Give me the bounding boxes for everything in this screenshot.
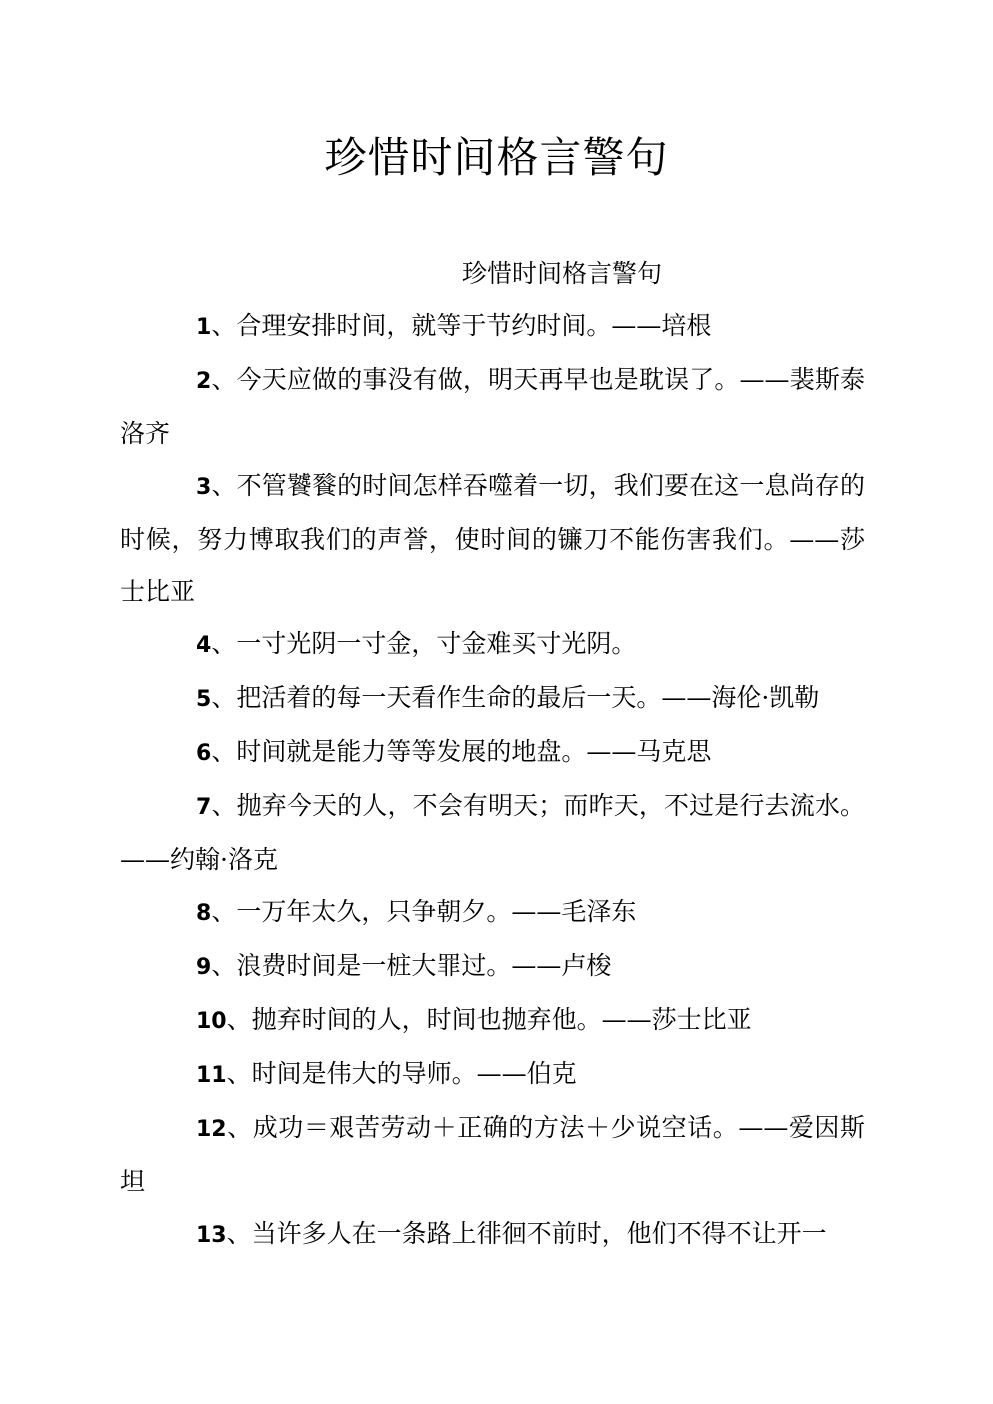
quote-item-6 [120, 726, 865, 780]
quote-list [120, 300, 865, 1262]
quote-item-4 [120, 618, 865, 672]
quote-number: 6 [196, 741, 212, 766]
quote-text: 、抛弃今天的人，不会有明天；而昨天，不过是行去流水。——约翰·洛克 [120, 791, 865, 874]
quote-item-7 [120, 780, 865, 886]
quote-item-1 [120, 300, 865, 354]
quote-text: 、浪费时间是一桩大罪过。——卢梭 [211, 951, 612, 980]
quote-number: 11 [196, 1063, 227, 1088]
quote-number: 2 [196, 369, 212, 394]
quote-text: 、一寸光阴一寸金，寸金难买寸光阴。 [211, 629, 637, 658]
quote-item-8 [120, 886, 865, 940]
quote-number: 9 [196, 955, 212, 980]
quote-item-3 [120, 460, 865, 618]
quote-item-12 [120, 1102, 865, 1208]
quote-text: 、合理安排时间，就等于节约时间。——培根 [211, 311, 712, 340]
quote-text: 、时间是伟大的导师。——伯克 [226, 1059, 577, 1088]
quote-item-5 [120, 672, 865, 726]
quote-text: 、抛弃时间的人，时间也抛弃他。——莎士比亚 [226, 1005, 752, 1034]
quote-item-10 [120, 994, 865, 1048]
quote-text: 、成功＝艰苦劳动＋正确的方法＋少说空话。——爱因斯坦 [120, 1113, 865, 1196]
quote-number: 8 [196, 901, 212, 926]
quote-item-11 [120, 1048, 865, 1102]
quote-number: 3 [196, 475, 212, 500]
quote-number: 7 [196, 795, 212, 820]
quote-text: 、不管饕餮的时间怎样吞噬着一切，我们要在这一息尚存的时候，努力博取我们的声誉，使时间的镰刀不能伤害我们。——莎士比亚 [120, 471, 865, 606]
quote-item-9 [120, 940, 865, 994]
quote-number: 13 [196, 1223, 227, 1248]
quote-text: 、一万年太久，只争朝夕。——毛泽东 [211, 897, 637, 926]
quote-number: 12 [196, 1117, 227, 1142]
quote-number: 4 [196, 633, 212, 658]
quote-text: 、今天应做的事没有做，明天再早也是耽误了。——裴斯泰洛齐 [120, 365, 865, 448]
document-title: 珍惜时间格言警句 [324, 133, 669, 182]
document-subtitle: 珍惜时间格言警句 [462, 259, 663, 288]
quote-item-13 [120, 1208, 865, 1262]
quote-item-2 [120, 354, 865, 460]
quote-text: 、当许多人在一条路上徘徊不前时，他们不得不让开一 [226, 1219, 827, 1248]
quote-number: 1 [196, 315, 212, 340]
quote-number: 5 [196, 687, 212, 712]
quote-text: 、时间就是能力等等发展的地盘。——马克思 [211, 737, 712, 766]
quote-number: 10 [196, 1009, 227, 1034]
quote-text: 、把活着的每一天看作生命的最后一天。——海伦·凯勒 [211, 683, 820, 712]
